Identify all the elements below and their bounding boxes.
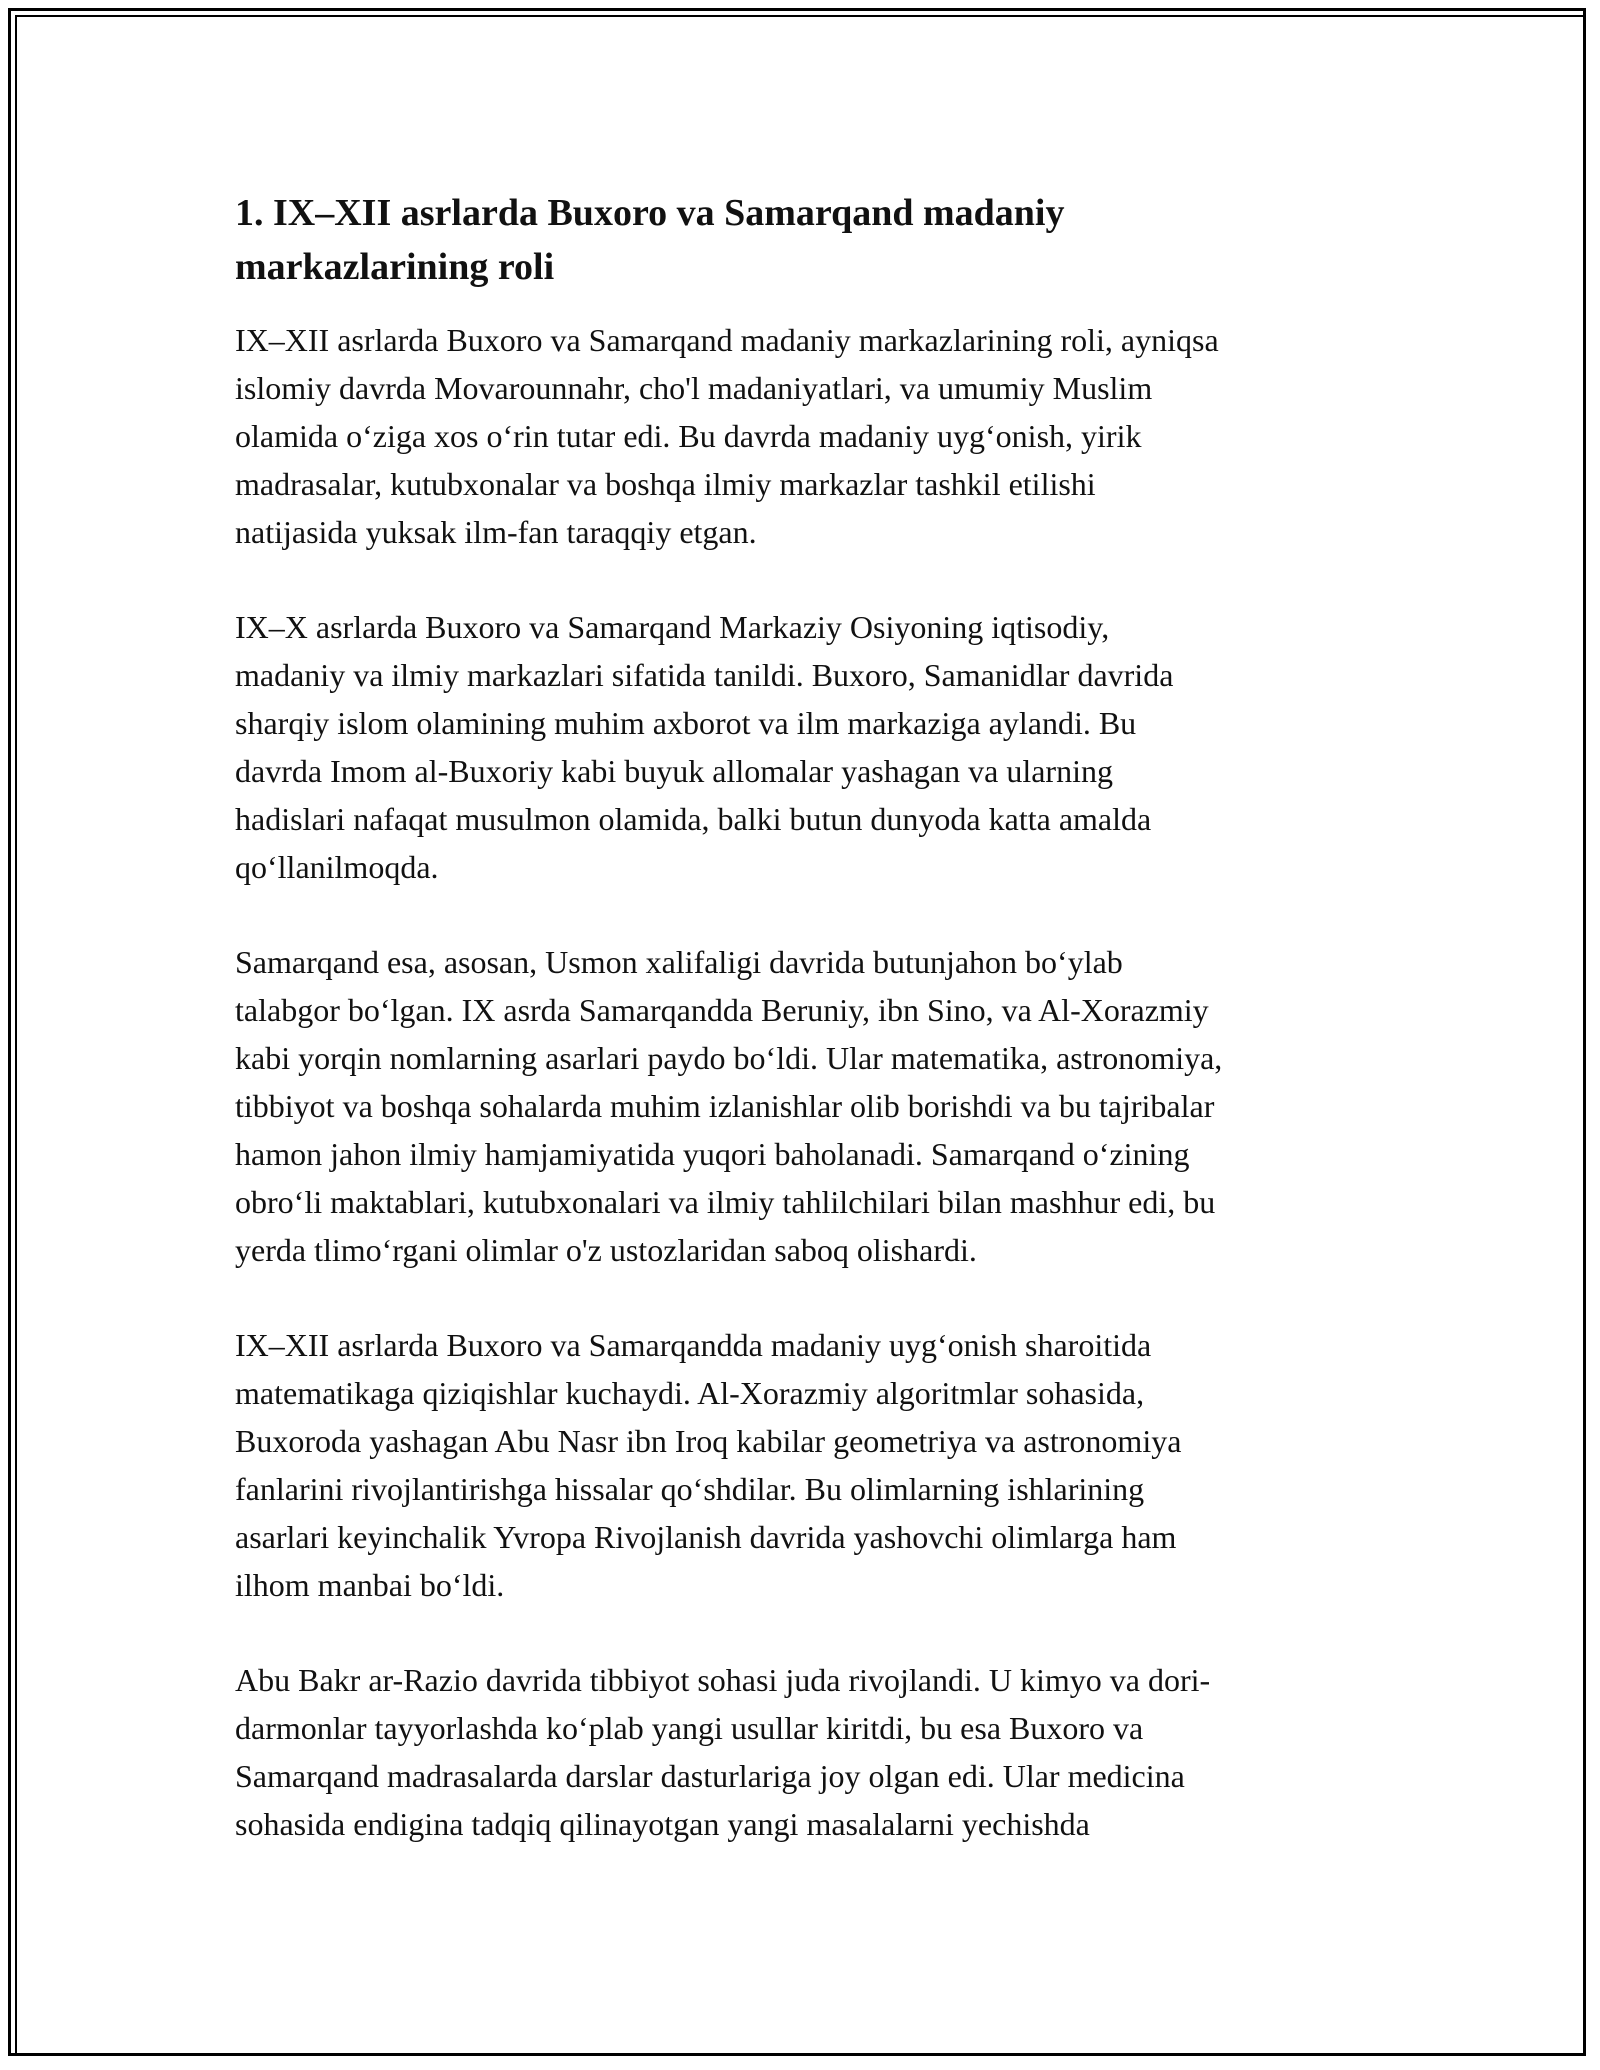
paragraph (235, 938, 1375, 1274)
text-line: kabi yorqin nomlarning asarlari paydo bo‘ldi. Ular matematika, astronomiya, (235, 1040, 1223, 1076)
text-line: Samarqand esa, asosan, Usmon xalifaligi davrida butunjahon bo‘ylab (235, 944, 1123, 980)
paragraph (235, 316, 1375, 556)
paragraph (235, 1656, 1375, 1848)
document-body (235, 186, 1375, 1895)
text-line: obro‘li maktablari, kutubxonalari va ilmiy tahlilchilari bilan mashhur edi, bu (235, 1184, 1216, 1220)
paragraph (235, 1321, 1375, 1609)
text-line: Samarqand madrasalarda darslar dasturlariga joy olgan edi. Ular medicina (235, 1758, 1185, 1794)
text-line: natijasida yuksak ilm-fan taraqqiy etgan. (235, 514, 757, 550)
text-line: islomiy davrda Movarounnahr, cho'l madaniyatlari, va umumiy Muslim (235, 370, 1153, 406)
text-line: darmonlar tayyorlashda ko‘plab yangi usullar kiritdi, bu esa Buxoro va (235, 1710, 1144, 1746)
text-line: IX–X asrlarda Buxoro va Samarqand Markaziy Osiyoning iqtisodiy, (235, 609, 1110, 645)
text-line: olamida o‘ziga xos o‘rin tutar edi. Bu davrda madaniy uyg‘onish, yirik (235, 418, 1142, 454)
text-line: qo‘llanilmoqda. (235, 849, 439, 885)
text-line: matematikaga qiziqishlar kuchaydi. Al-Xorazmiy algoritmlar sohasida, (235, 1375, 1145, 1411)
text-line: tibbiyot va boshqa sohalarda muhim izlanishlar olib borishdi va bu tajribalar (235, 1088, 1215, 1124)
text-line: davrda Imom al-Buxoriy kabi buyuk allomalar yashagan va ularning (235, 753, 1113, 789)
text-line: talabgor bo‘lgan. IX asrda Samarqandda Beruniy, ibn Sino, va Al-Xorazmiy (235, 992, 1209, 1028)
text-line: madrasalar, kutubxonalar va boshqa ilmiy markazlar tashkil etilishi (235, 466, 1096, 502)
text-line: Abu Bakr ar-Razio davrida tibbiyot sohasi juda rivojlandi. U kimyo va dori- (235, 1662, 1211, 1698)
text-line: sharqiy islom olamining muhim axborot va ilm markaziga aylandi. Bu (235, 705, 1137, 741)
text-line: ilhom manbai bo‘ldi. (235, 1567, 505, 1603)
text-line: IX–XII asrlarda Buxoro va Samarqandda madaniy uyg‘onish sharoitida (235, 1327, 1152, 1363)
text-line: madaniy va ilmiy markazlari sifatida tanildi. Buxoro, Samanidlar davrida (235, 657, 1174, 693)
text-line: hadislari nafaqat musulmon olamida, balki butun dunyoda katta amalda (235, 801, 1152, 837)
section-title (235, 186, 1375, 294)
text-line: asarlari keyinchalik Yvropa Rivojlanish davrida yashovchi olimlarga ham (235, 1519, 1177, 1555)
paragraph (235, 603, 1375, 891)
text-line: yerda tlimo‘rgani olimlar o'z ustozlaridan saboq olishardi. (235, 1232, 977, 1268)
text-line: IX–XII asrlarda Buxoro va Samarqand madaniy markazlarining roli, ayniqsa (235, 322, 1219, 358)
section-title-line: markazlarining roli (235, 246, 555, 288)
text-line: Buxoroda yashagan Abu Nasr ibn Iroq kabilar geometriya va astronomiya (235, 1423, 1182, 1459)
text-line: hamon jahon ilmiy hamjamiyatida yuqori baholanadi. Samarqand o‘zining (235, 1136, 1190, 1172)
text-line: sohasida endigina tadqiq qilinayotgan yangi masalalarni yechishda (235, 1806, 1090, 1842)
text-line: fanlarini rivojlantirishga hissalar qo‘shdilar. Bu olimlarning ishlarining (235, 1471, 1145, 1507)
section-title-line: 1. IX–XII asrlarda Buxoro va Samarqand madaniy (235, 192, 1065, 234)
